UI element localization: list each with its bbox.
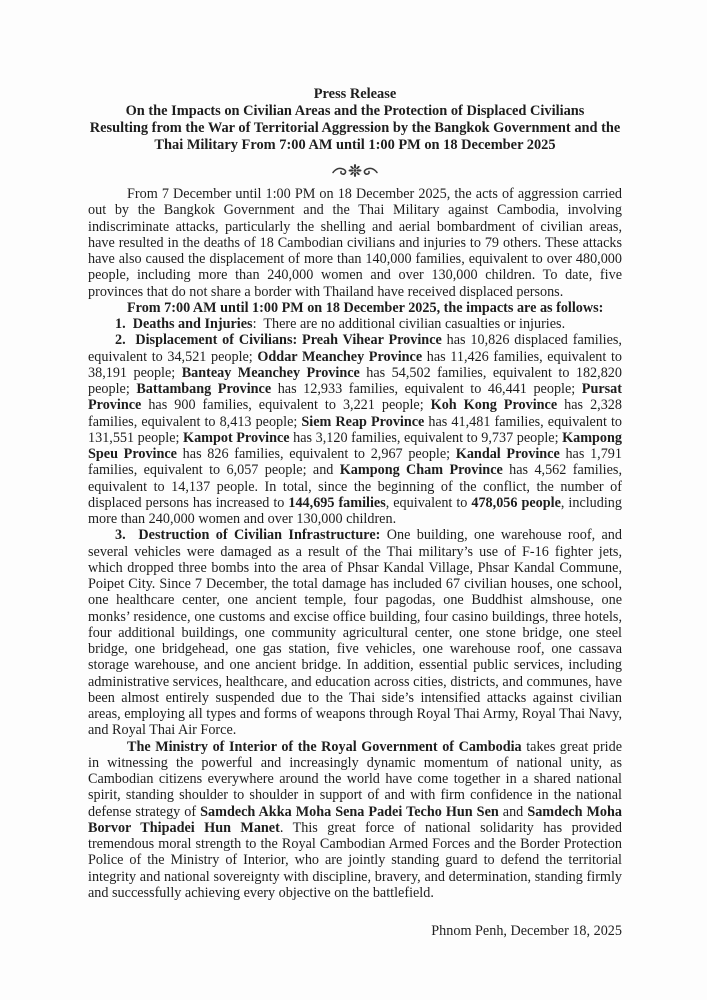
body-text: has 826 families, equivalent to 2,967 people; — [176, 446, 456, 462]
title-line: Resulting from the War of Territorial Aggression by the Bangkok Government and the — [89, 120, 621, 136]
floral-divider-icon — [331, 163, 379, 178]
document-body — [88, 186, 622, 901]
dateline: Phnom Penh, December 18, 2025 — [431, 923, 622, 939]
item-infrastructure — [88, 527, 622, 738]
body-text: , equivalent to — [385, 494, 472, 511]
body-text: has 11,426 families, equivalent to 38,191 people; — [88, 348, 622, 381]
body-text: One building, one warehouse roof, and several vehicles were damaged as a result of the Thai military’s use of F-16 fighter jets, which dropped three bombs into the area of Phsar Kandal Village, Phsar Kandal Commune, Poipet City. Since 7 December, the total damage has included 67 civilian houses, one school, one healthcare center, one ancient temple, four pagodas, one Buddhist almshouse, one monks’ residence, one customs and excise office building, four casino buildings, three hotels, four additional buildings, one community agricultural center, one stone bridge, one steel bridge, one bridgehead, one gas station, five vehicles, one warehouse roof, one cassava storage warehouse, and one ancient bridge. In addition, essential public services, including administrative services, healthcare, and education across cities, districts, and communes, have been almost entirely suspended due to the Thai side’s intensified attacks against civilian areas, employing all types and forms of weapons through Royal Thai Army, Royal Thai Navy, and Royal Thai Air Force. — [88, 527, 622, 739]
bold-text: 144,695 families — [288, 494, 386, 511]
press-release-title — [88, 86, 622, 154]
bold-text: Kandal Province — [455, 446, 560, 462]
body-text: has 1,791 families, equivalent to 6,057 people; and — [88, 446, 622, 479]
body-text: : There are no additional civilian casualties or injuries. — [252, 316, 566, 332]
item-displacement — [88, 332, 622, 527]
bold-text: The Ministry of Interior of the Royal Government of Cambodia — [127, 738, 522, 755]
bold-text: From 7:00 AM until 1:00 PM on 18 December 2025, the impacts are as follows: — [127, 299, 604, 316]
title-line: On the Impacts on Civilian Areas and the Protection of Displaced Civilians — [125, 103, 585, 119]
body-text: has 54,502 families, equivalent to 182,820 people; — [88, 364, 622, 397]
title-line: Thai Military From 7:00 AM until 1:00 PM on 18 December 2025 — [154, 137, 556, 153]
body-text: From 7 December until 1:00 PM on 18 December 2025, the acts of aggression carried out by the Bangkok Government and the Thai Military against Cambodia, involving indiscriminate attacks, particularly the shelling and aerial bombardment of civilian areas, have resulted in the deaths of 18 Cambodian civilians and injuries to 79 others. These attacks have also caused the displacement of more than 140,000 families, equivalent to over 480,000 people, including more than 240,000 women and over 130,000 children. To date, five provinces that do not share a border with Thailand have received displaced persons. — [88, 186, 622, 300]
ministry-paragraph — [88, 739, 622, 902]
bold-text: Kampong Speu Province — [88, 429, 623, 462]
body-text: has 41,481 families, equivalent to 131,551 people; — [88, 413, 622, 446]
bold-text: Siem Reap Province — [301, 413, 425, 430]
bold-text: Oddar Meanchey Province — [257, 348, 423, 365]
intro-paragraph — [88, 186, 622, 300]
title-line: Press Release — [313, 86, 397, 102]
body-text: has 4,562 families, equivalent to 14,137 people. In total, since the beginning of the conflict, the number of displaced persons has increased to — [88, 462, 622, 511]
body-text: . This great force of national solidarity has provided tremendous moral strength to the Royal Cambodian Armed Forces and the Border Protection Police of the Ministry of Interior, who are jointly standing guard to defend the territorial integrity and national sovereignty with discipline, bravery, and determination, standing firmly and successfully achieving every objective on the battlefield. — [88, 819, 622, 901]
body-text: , including more than 240,000 women and over 130,000 children. — [88, 494, 622, 527]
document-content — [88, 86, 622, 940]
ornament-row — [88, 163, 622, 179]
bold-text: Kampong Cham Province — [339, 462, 503, 479]
item-deaths-injuries — [88, 316, 622, 332]
bold-text: Samdech Moha Borvor Thipadei Hun Manet — [88, 803, 622, 836]
body-text: has 10,826 displaced families, equivalent to 34,521 people; — [88, 332, 622, 365]
body-text: and — [498, 803, 528, 820]
bold-text: Koh Kong Province — [430, 397, 558, 414]
bold-text: Pursat Province — [88, 381, 622, 414]
bold-text: Samdech Akka Moha Sena Padei Techo Hun Sen — [200, 803, 499, 820]
bold-text: 2. Displacement of Civilians: Preah Vihear Province — [115, 332, 442, 349]
bold-text: 478,056 people — [471, 494, 561, 511]
bold-text: 1. Deaths and Injuries — [115, 316, 253, 332]
bold-text: Kampot Province — [183, 429, 290, 446]
body-text: has 3,120 families, equivalent to 9,737 people; — [289, 429, 563, 446]
body-text: takes great pride in witnessing the powerful and increasingly dynamic momentum of national unity, as Cambodian citizens everywhere around the world have come together in a shared national spirit, standing shoulder to shoulder in support of and with firm confidence in the national defense strategy of — [88, 738, 622, 820]
body-text: has 2,328 families, equivalent to 8,413 people; — [88, 397, 622, 430]
impacts-heading — [88, 300, 622, 316]
bold-text: Banteay Meanchey Province — [181, 364, 360, 381]
body-text: has 900 families, equivalent to 3,221 people; — [141, 397, 431, 414]
body-text: has 12,933 families, equivalent to 46,441 people; — [271, 381, 582, 397]
bold-text: 3. Destruction of Civilian Infrastructure: — [115, 527, 381, 544]
bold-text: Battambang Province — [136, 381, 272, 397]
